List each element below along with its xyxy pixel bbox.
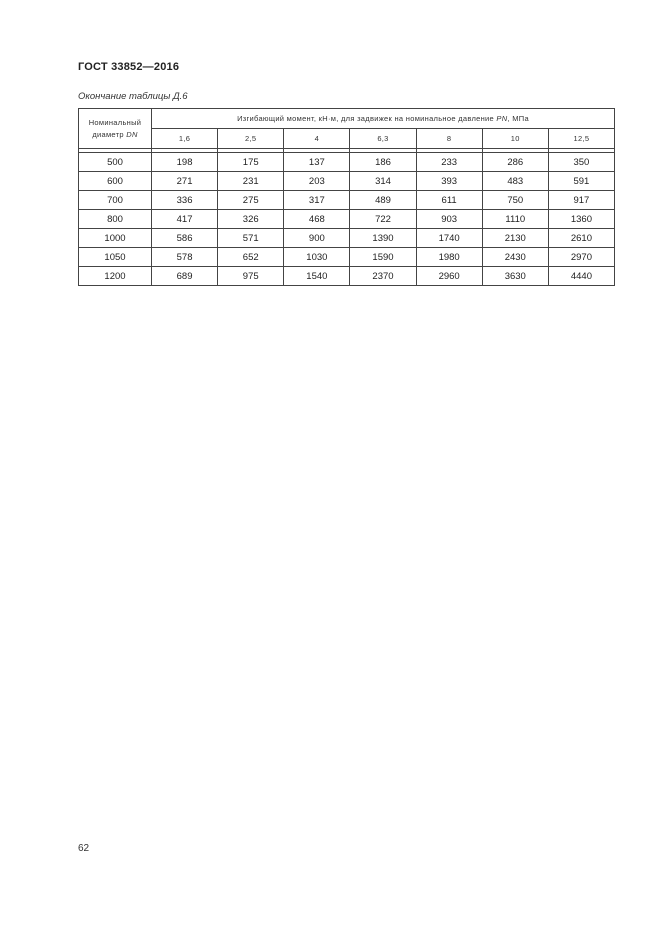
- row-header-dn-symbol: DN: [126, 129, 138, 139]
- bending-moment-cell: 350: [548, 153, 614, 172]
- bending-moment-cell: 586: [152, 229, 218, 248]
- pressure-header-cell: 10: [482, 129, 548, 149]
- pressure-header-cell: 2,5: [218, 129, 284, 149]
- bending-moment-cell: 722: [350, 210, 416, 229]
- bending-moment-cell: 611: [416, 191, 482, 210]
- bending-moment-cell: 186: [350, 153, 416, 172]
- bending-moment-cell: 231: [218, 172, 284, 191]
- group-header-suffix: , МПа: [507, 114, 529, 123]
- bending-moment-cell: 137: [284, 153, 350, 172]
- bending-moment-cell: 271: [152, 172, 218, 191]
- bending-moment-cell: 1540: [284, 267, 350, 286]
- nominal-diameter-cell: 1000: [79, 229, 152, 248]
- bending-moment-cell: 1980: [416, 248, 482, 267]
- bending-moment-cell: 1390: [350, 229, 416, 248]
- bending-moment-cell: 652: [218, 248, 284, 267]
- page-number: 62: [78, 843, 90, 854]
- bending-moment-cell: 1740: [416, 229, 482, 248]
- pressure-header-cell: 4: [284, 129, 350, 149]
- bending-moment-cell: 3630: [482, 267, 548, 286]
- bending-moment-cell: 198: [152, 153, 218, 172]
- row-header-nominal-diameter: [79, 109, 152, 149]
- group-header-prefix: Изгибающий момент, кН·м, для задвижек на номинальное давление: [237, 114, 497, 123]
- bending-moment-cell: 483: [482, 172, 548, 191]
- nominal-diameter-cell: 700: [79, 191, 152, 210]
- bending-moment-cell: 468: [284, 210, 350, 229]
- bending-moment-cell: 489: [350, 191, 416, 210]
- bending-moment-cell: 1030: [284, 248, 350, 267]
- nominal-diameter-cell: 1050: [79, 248, 152, 267]
- group-header-bending-moment: [152, 109, 615, 129]
- bending-moment-cell: 903: [416, 210, 482, 229]
- bending-moment-cell: 689: [152, 267, 218, 286]
- row-header-line1: Номинальный: [88, 117, 142, 127]
- nominal-diameter-cell: 500: [79, 153, 152, 172]
- bending-moment-cell: 1360: [548, 210, 614, 229]
- bending-moment-cell: 2610: [548, 229, 614, 248]
- bending-moment-cell: 1110: [482, 210, 548, 229]
- bending-moment-table: [78, 108, 615, 286]
- pressure-header-cell: 6,3: [350, 129, 416, 149]
- pressure-header-cell: 12,5: [548, 129, 614, 149]
- group-header-pn-symbol: PN: [496, 114, 508, 123]
- table-row: [79, 210, 615, 229]
- table-row: [79, 172, 615, 191]
- row-header-line2-prefix: диаметр: [92, 129, 127, 139]
- bending-moment-cell: 286: [482, 153, 548, 172]
- bending-moment-cell: 591: [548, 172, 614, 191]
- table-caption: Окончание таблицы Д.6: [78, 91, 188, 102]
- bending-moment-cell: 578: [152, 248, 218, 267]
- bending-moment-cell: 900: [284, 229, 350, 248]
- bending-moment-cell: 571: [218, 229, 284, 248]
- bending-moment-cell: 975: [218, 267, 284, 286]
- bending-moment-cell: 750: [482, 191, 548, 210]
- nominal-diameter-cell: 600: [79, 172, 152, 191]
- nominal-diameter-cell: 800: [79, 210, 152, 229]
- bending-moment-cell: 2130: [482, 229, 548, 248]
- bending-moment-cell: 233: [416, 153, 482, 172]
- bending-moment-cell: 175: [218, 153, 284, 172]
- bending-moment-cell: 4440: [548, 267, 614, 286]
- table-row: [79, 153, 615, 172]
- bending-moment-cell: 1590: [350, 248, 416, 267]
- bending-moment-cell: 2960: [416, 267, 482, 286]
- bending-moment-cell: 326: [218, 210, 284, 229]
- bending-moment-cell: 203: [284, 172, 350, 191]
- document-id: ГОСТ 33852—2016: [78, 61, 180, 73]
- nominal-diameter-cell: 1200: [79, 267, 152, 286]
- bending-moment-cell: 2370: [350, 267, 416, 286]
- pressure-header-cell: 8: [416, 129, 482, 149]
- bending-moment-cell: 2430: [482, 248, 548, 267]
- bending-moment-cell: 314: [350, 172, 416, 191]
- bending-moment-cell: 336: [152, 191, 218, 210]
- table-row: [79, 248, 615, 267]
- table-row: [79, 267, 615, 286]
- bending-moment-cell: 917: [548, 191, 614, 210]
- bending-moment-cell: 317: [284, 191, 350, 210]
- bending-moment-cell: 393: [416, 172, 482, 191]
- table-row: [79, 229, 615, 248]
- bending-moment-cell: 417: [152, 210, 218, 229]
- pressure-header-cell: 1,6: [152, 129, 218, 149]
- table-row: [79, 191, 615, 210]
- bending-moment-cell: 2970: [548, 248, 614, 267]
- bending-moment-cell: 275: [218, 191, 284, 210]
